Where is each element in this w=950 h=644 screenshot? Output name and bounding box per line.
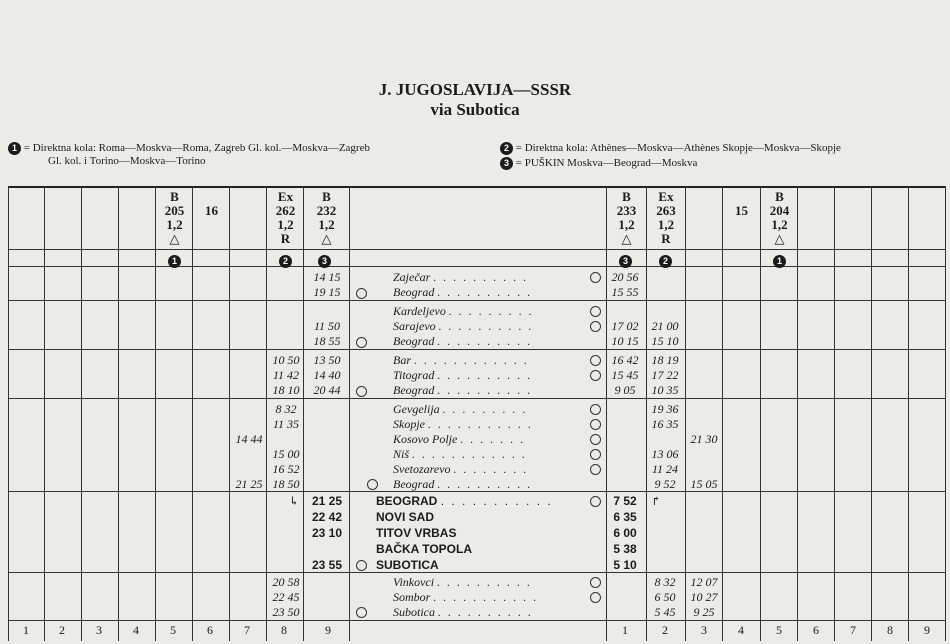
- column-divider: [44, 186, 45, 641]
- station-name: Skopje . . . . . . . . . . .: [393, 417, 533, 431]
- time-cell: 16 42: [611, 353, 639, 367]
- stop-circle-icon: [367, 479, 378, 490]
- time-cell: 9 25: [693, 605, 715, 619]
- column-divider: [118, 186, 119, 641]
- time-cell: 21 30: [690, 432, 718, 446]
- time-cell: 13 06: [651, 447, 679, 461]
- time-cell: 13 50: [313, 353, 341, 367]
- time-cell: 15 10: [651, 334, 679, 348]
- time-cell: 1,2: [771, 217, 788, 232]
- time-cell: 10 15: [611, 334, 639, 348]
- column-number: 4: [133, 623, 139, 637]
- time-cell: B: [322, 189, 331, 204]
- time-cell: 9 05: [614, 383, 636, 397]
- train-15-header: 15: [735, 203, 748, 218]
- time-cell: 6 35: [613, 510, 637, 524]
- column-divider: [871, 186, 872, 641]
- stop-circle-icon: [590, 592, 601, 603]
- table-top-rule: [8, 186, 946, 188]
- station-name: Titograd . . . . . . . . . .: [393, 368, 533, 382]
- time-cell: 14 44: [235, 432, 263, 446]
- time-cell: B: [170, 189, 179, 204]
- time-cell: 263: [656, 203, 676, 218]
- mark-205: 1: [168, 255, 181, 268]
- time-cell: △: [774, 231, 785, 246]
- time-cell: 7 52: [613, 494, 637, 508]
- column-divider: [834, 186, 835, 641]
- time-cell: Beograd: [393, 383, 435, 397]
- time-cell: 1,2: [277, 217, 294, 232]
- time-cell: Niš: [393, 447, 410, 461]
- time-cell: 233: [616, 203, 637, 218]
- column-number: 2: [59, 623, 65, 637]
- time-cell: 17 02: [611, 319, 639, 333]
- time-cell: Kosovo Polje: [393, 432, 458, 446]
- column-number: 7: [244, 623, 250, 637]
- time-cell: 6 50: [654, 590, 676, 604]
- column-number: 3: [701, 623, 707, 637]
- time-cell: Subotica: [393, 605, 435, 619]
- time-cell: Ex: [277, 189, 294, 204]
- header-rule: [8, 249, 946, 250]
- time-cell: 23 10: [311, 526, 343, 540]
- time-cell: 15 45: [611, 368, 639, 382]
- time-cell: 16 52: [272, 462, 300, 476]
- column-divider: [8, 186, 9, 641]
- time-cell: = Direktna kola: Roma—Moskva—Roma, Zagreb Gl. kol.—Moskva—Zagreb: [23, 142, 370, 154]
- time-cell: 21 25: [235, 477, 263, 491]
- station-name: Subotica . . . . . . . . . .: [393, 605, 533, 619]
- time-cell: 23 55: [311, 558, 343, 572]
- station-name: Sarajevo . . . . . . . . . .: [393, 319, 534, 333]
- time-cell: = Direktna kola: Athènes—Moskva—Athènes Skopje—Moskva—Skopje: [515, 142, 841, 154]
- station-name: Zaječar . . . . . . . . . .: [393, 270, 529, 284]
- column-divider: [266, 186, 267, 641]
- stop-circle-icon: [356, 560, 367, 571]
- stop-circle-icon: [590, 419, 601, 430]
- train-233-header: [607, 190, 646, 246]
- station-name: Kardeljevo . . . . . . . . .: [393, 304, 534, 318]
- time-cell: 5 45: [654, 605, 676, 619]
- time-cell: 205: [164, 203, 185, 218]
- column-divider: [945, 186, 946, 641]
- time-cell: B: [622, 189, 631, 204]
- time-cell: Bar: [393, 353, 411, 367]
- time-cell: 21 25: [311, 494, 343, 508]
- time-cell: 15 00: [272, 447, 300, 461]
- mark-233: 3: [619, 255, 632, 268]
- page-subtitle: via Subotica: [430, 100, 520, 119]
- time-cell: Beograd: [393, 285, 435, 299]
- time-cell: 18 50: [272, 477, 300, 491]
- column-divider: [685, 186, 686, 641]
- time-cell: 15 55: [611, 285, 639, 299]
- column-number: 8: [281, 623, 287, 637]
- station-name: Beograd . . . . . . . . . .: [393, 334, 533, 348]
- stop-circle-icon: [590, 355, 601, 366]
- station-name: Bar . . . . . . . . . . . .: [393, 353, 529, 367]
- station-name: Svetozarevo . . . . . . . .: [393, 462, 529, 476]
- column-number: 4: [738, 623, 744, 637]
- column-number: 3: [96, 623, 102, 637]
- column-number: 6: [813, 623, 819, 637]
- column-number: 7: [850, 623, 856, 637]
- time-cell: 6 00: [613, 526, 637, 540]
- column-divider: [192, 186, 193, 641]
- time-cell: 10 27: [690, 590, 718, 604]
- time-cell: 11 24: [651, 462, 679, 476]
- marks-rule: [8, 266, 946, 267]
- time-cell: 1,2: [657, 217, 675, 232]
- mark-263: 2: [659, 255, 672, 268]
- section-rule: [8, 572, 946, 573]
- section-rule: [8, 349, 946, 350]
- column-divider: [155, 186, 156, 641]
- time-cell: 9 52: [654, 477, 676, 491]
- note-3: [500, 157, 697, 170]
- train-262-header: [267, 190, 304, 246]
- time-cell: Sombor: [393, 590, 431, 604]
- page-title: J. JUGOSLAVIJA—SSSR: [378, 80, 572, 99]
- stop-circle-icon: [590, 370, 601, 381]
- time-cell: Kardeljevo: [393, 304, 446, 318]
- time-cell: Gl. kol. i Torino—Moskva—Torino: [48, 155, 206, 167]
- time-cell: 20 56: [611, 270, 639, 284]
- time-cell: 11 35: [272, 417, 300, 431]
- note-marker-3: 3: [500, 157, 513, 170]
- column-divider: [722, 186, 723, 641]
- time-cell: BEOGRAD: [376, 494, 438, 508]
- train-16-header: 16: [205, 203, 218, 218]
- time-cell: Beograd: [393, 477, 435, 491]
- time-cell: 10 50: [272, 353, 300, 367]
- time-cell: B: [775, 189, 784, 204]
- station-name: Niš . . . . . . . . . . . .: [393, 447, 528, 461]
- time-cell: △: [321, 231, 332, 246]
- stop-circle-icon: [356, 288, 367, 299]
- time-cell: 262: [275, 203, 296, 218]
- mark-204: 1: [773, 255, 786, 268]
- train-232-header: [304, 190, 349, 246]
- stop-circle-icon: [356, 607, 367, 618]
- column-number: 1: [23, 623, 29, 637]
- time-cell: 14 15: [313, 270, 341, 284]
- time-cell: 14 40: [313, 368, 341, 382]
- train-263-header: [647, 190, 685, 246]
- time-cell: 20 58: [272, 575, 300, 589]
- time-cell: 19 15: [313, 285, 341, 299]
- time-cell: Svetozarevo: [393, 462, 451, 476]
- time-cell: Sarajevo: [393, 319, 436, 333]
- station-name: NOVI SAD: [376, 510, 435, 524]
- time-cell: △: [621, 231, 632, 246]
- time-cell: = PUŠKIN Moskva—Beograd—Moskva: [515, 157, 698, 169]
- column-divider: [229, 186, 230, 641]
- station-name: BEOGRAD . . . . . . . . . . .: [376, 494, 553, 508]
- time-cell: 12 07: [690, 575, 718, 589]
- time-cell: Zaječar: [393, 270, 431, 284]
- time-cell: 20 44: [313, 383, 341, 397]
- column-divider: [81, 186, 82, 641]
- time-cell: 1,2: [166, 217, 183, 232]
- train-205-header: [156, 190, 193, 246]
- station-name: Beograd . . . . . . . . . .: [393, 285, 533, 299]
- station-name: Beograd . . . . . . . . . .: [393, 383, 533, 397]
- section-rule: [8, 300, 946, 301]
- time-cell: Vinkovci: [393, 575, 435, 589]
- time-cell: R: [661, 231, 671, 246]
- column-number: 1: [622, 623, 628, 637]
- column-number: 6: [207, 623, 213, 637]
- time-cell: Titograd: [393, 368, 435, 382]
- column-divider: [797, 186, 798, 641]
- stop-circle-icon: [356, 337, 367, 348]
- column-divider: [760, 186, 761, 641]
- time-cell: 18 19: [651, 353, 679, 367]
- time-cell: 1,2: [618, 217, 635, 232]
- column-divider: [908, 186, 909, 641]
- column-number: 5: [170, 623, 176, 637]
- time-cell: 22 45: [272, 590, 300, 604]
- time-cell: 11 50: [313, 319, 341, 333]
- time-cell: 16 35: [651, 417, 679, 431]
- time-cell: 1,2: [318, 217, 335, 232]
- note-2: [500, 142, 841, 155]
- time-cell: 17 22: [651, 368, 679, 382]
- station-name: Vinkovci . . . . . . . . . .: [393, 575, 533, 589]
- section-rule: [8, 491, 946, 492]
- section-rule: [8, 398, 946, 399]
- time-cell: 21 00: [651, 319, 679, 333]
- time-cell: 11 42: [272, 368, 300, 382]
- column-number: 2: [662, 623, 668, 637]
- column-number: 8: [887, 623, 893, 637]
- stop-circle-icon: [356, 386, 367, 397]
- station-name: TITOV VRBAS: [376, 526, 457, 540]
- time-cell: 10 35: [651, 383, 679, 397]
- station-name: Beograd . . . . . . . . . .: [393, 477, 533, 491]
- time-cell: 232: [316, 203, 337, 218]
- station-name: Gevgelija . . . . . . . . .: [393, 402, 528, 416]
- time-cell: 18 55: [313, 334, 341, 348]
- column-divider: [349, 186, 350, 641]
- stop-circle-icon: [590, 464, 601, 475]
- time-cell: 8 32: [654, 575, 676, 589]
- time-cell: △: [169, 231, 180, 246]
- stop-circle-icon: [590, 321, 601, 332]
- time-cell: Gevgelija: [393, 402, 440, 416]
- station-name: Kosovo Polje . . . . . . .: [393, 432, 526, 446]
- time-cell: Skopje: [393, 417, 425, 431]
- stop-circle-icon: [590, 272, 601, 283]
- station-name: BAČKA TOPOLA: [376, 542, 472, 556]
- mark-262: 2: [279, 255, 292, 268]
- station-name: SUBOTICA: [376, 558, 439, 572]
- stop-circle-icon: [590, 577, 601, 588]
- time-cell: Beograd: [393, 334, 435, 348]
- note-marker-2: 2: [500, 142, 513, 155]
- time-cell: 22 42: [311, 510, 343, 524]
- time-cell: 15 05: [690, 477, 718, 491]
- stop-circle-icon: [590, 306, 601, 317]
- time-cell: 5 38: [613, 542, 637, 556]
- time-cell: 8 32: [275, 402, 297, 416]
- time-cell: 23 50: [272, 605, 300, 619]
- stop-circle-icon: [590, 404, 601, 415]
- stop-circle-icon: [590, 496, 601, 507]
- time-cell: 5 10: [613, 558, 637, 572]
- time-cell: 204: [769, 203, 790, 218]
- time-cell: 18 10: [272, 383, 300, 397]
- note-1: [8, 142, 370, 167]
- footer-rule: [8, 620, 946, 621]
- column-number: 9: [924, 623, 930, 637]
- time-cell: Ex: [658, 189, 674, 204]
- column-number: 9: [325, 623, 331, 637]
- station-name: Sombor . . . . . . . . . . .: [393, 590, 539, 604]
- time-cell: R: [280, 231, 291, 246]
- column-number: 5: [776, 623, 782, 637]
- train-204-header: [761, 190, 798, 246]
- time-cell: 19 36: [651, 402, 679, 416]
- stop-circle-icon: [590, 449, 601, 460]
- note-marker-1: 1: [8, 142, 21, 155]
- stop-circle-icon: [590, 434, 601, 445]
- mark-232: 3: [318, 255, 331, 268]
